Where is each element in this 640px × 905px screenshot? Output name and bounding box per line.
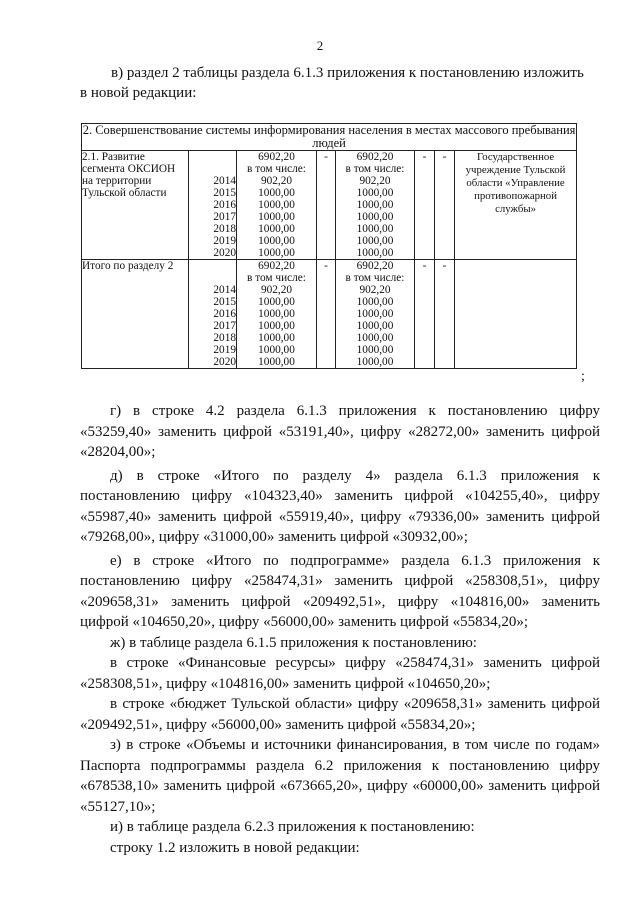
paragraph-z: з) в строке «Объемы и источники финансирования, в том числе по годам» Паспорта подпрограммы раздела 6.2 приложения к постановлению цифру «678538,10» заменить цифрой «673665,20», цифру «60000,00» заменить цифрой «55127,10»;	[80, 737, 600, 815]
table-row	[82, 151, 577, 260]
responsible-agency: Государственное учреждение Тульской области «Управление противопожарной службы»	[455, 151, 577, 260]
regional-values: 6902,20 в том числе: 902,20 1000,00 1000,00 1000,00 1000,00 1000,00 1000,00	[336, 260, 415, 369]
paragraph-i: и) в таблице раздела 6.2.3 приложения к постановлению:	[110, 819, 475, 835]
table-end-semicolon: ;	[581, 369, 585, 384]
dash-cell: -	[317, 151, 336, 260]
paragraph-d: д) в строке «Итого по разделу 4» раздела 6.1.3 приложения к постановлению цифру «104323,40» заменить цифрой «104255,40», цифру «55987,40» заменить цифрой «55919,40», цифру «79336,00» заменить цифрой «79268,00», цифру «31000,00» заменить цифрой «30932,00»;	[80, 467, 600, 545]
dash-cell: -	[435, 151, 455, 260]
intro-line-1: в) раздел 2 таблицы раздела 6.1.3 приложения к постановлению изложить	[111, 65, 584, 81]
page-number: 2	[316, 38, 324, 53]
regional-values: 6902,20 в том числе: 902,20 1000,00 1000,00 1000,00 1000,00 1000,00 1000,00	[336, 151, 415, 260]
intro-line-2: в новой редакции:	[80, 85, 197, 101]
row-name: 2.1. Развитие сегмента ОКСИОН на территории Тульской области	[82, 151, 189, 260]
paragraph-row-1-2: строку 1.2 изложить в новой редакции:	[110, 839, 360, 856]
paragraph-financial-resources: в строке «Финансовые ресурсы» цифру «258474,31» заменить цифрой «258308,51», цифру «104816,00» заменить цифрой «104650,20»;	[80, 655, 600, 692]
years-column: 2014 2015 2016 2017 2018 2019 2020	[189, 151, 237, 260]
row-name: Итого по разделу 2	[82, 260, 189, 369]
amendments-body	[80, 401, 600, 858]
dash-cell: -	[415, 151, 435, 260]
paragraph-zh: ж) в таблице раздела 6.1.5 приложения к постановлению:	[110, 634, 477, 651]
budget-table	[81, 123, 577, 369]
table-title-row	[82, 124, 577, 151]
paragraph-e: е) в строке «Итого по подпрограмме» раздела 6.1.3 приложения к постановлению цифру «258474,31» заменить цифрой «258308,51», цифру «209658,31» заменить цифрой «209492,51», цифру «104816,00» заменить цифрой «104650,20», цифру «56000,00» заменить цифрой «55834,20»;	[80, 552, 600, 630]
responsible-agency	[455, 260, 577, 369]
intro-paragraph	[80, 63, 600, 103]
total-values: 6902,20 в том числе: 902,20 1000,00 1000,00 1000,00 1000,00 1000,00 1000,00	[237, 260, 317, 369]
dash-cell: -	[435, 260, 455, 369]
table-row	[82, 260, 577, 369]
years-column: 2014 2015 2016 2017 2018 2019 2020	[189, 260, 237, 369]
paragraph-regional-budget: в строке «бюджет Тульской области» цифру «209658,31» заменить цифрой «209492,51», цифру «56000,00» заменить цифрой «55834,20»;	[80, 696, 600, 733]
dash-cell: -	[415, 260, 435, 369]
section-title: 2. Совершенствование системы информирования населения в местах массового пребывания людей	[82, 123, 576, 150]
total-values: 6902,20 в том числе: 902,20 1000,00 1000,00 1000,00 1000,00 1000,00 1000,00	[237, 151, 317, 260]
paragraph-g: г) в строке 4.2 раздела 6.1.3 приложения к постановлению цифру «53259,40» заменить цифрой «53191,40», цифру «28272,00» заменить цифрой «28204,00»;	[80, 403, 600, 460]
dash-cell: -	[317, 260, 336, 369]
